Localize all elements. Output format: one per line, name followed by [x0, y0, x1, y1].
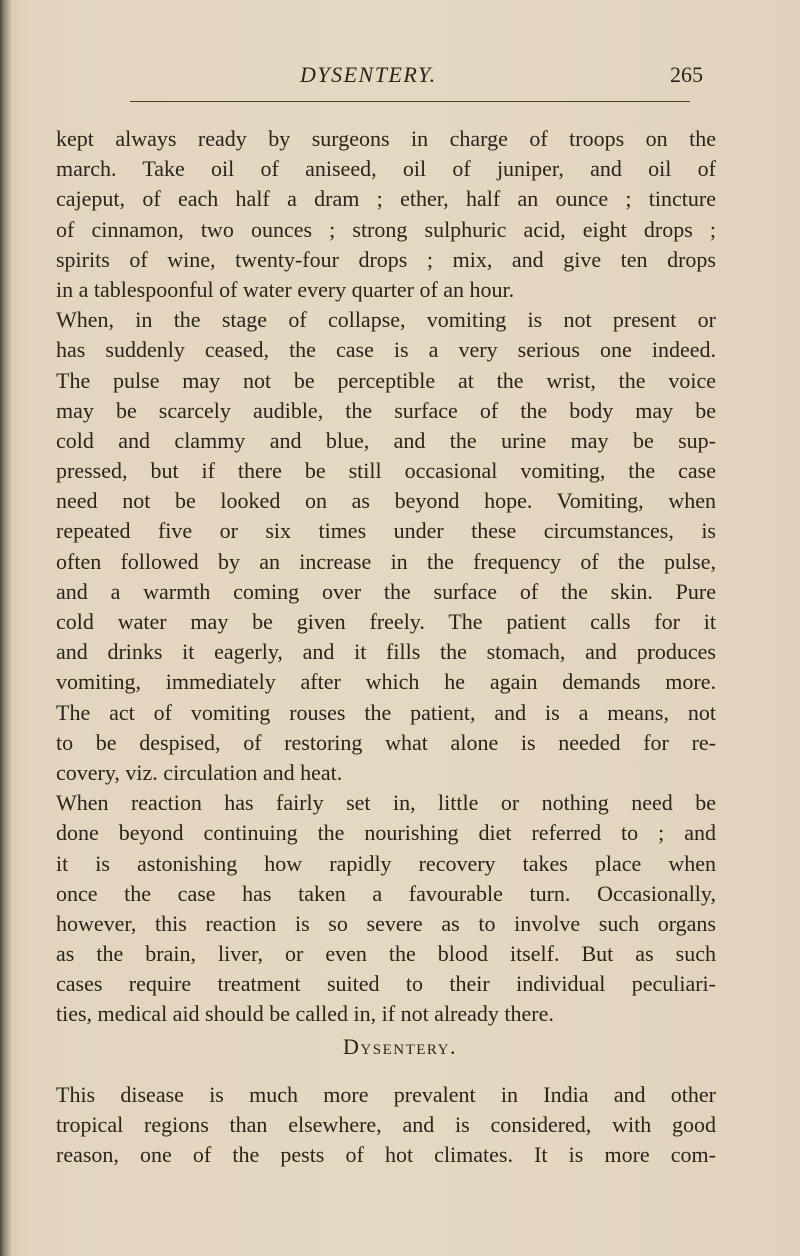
running-head [0, 62, 800, 96]
text-line: in a tablespoonful of water every quarter of an hour. [56, 276, 515, 302]
text-line: of cinnamon, two ounces ; strong sulphuric acid, eight drops ; [56, 216, 716, 242]
text-line: This disease is much more prevalent in India and other [56, 1082, 716, 1107]
text-line: tropical regions than elsewhere, and is considered, with good [56, 1112, 716, 1138]
text-line: and drinks it eagerly, and it fills the stomach, and produces [56, 639, 716, 665]
page-number: 265 [670, 62, 703, 87]
text-line: and a warmth coming over the surface of the skin. Pure [56, 578, 716, 604]
text-line: kept always ready by surgeons in charge of troops on the [56, 126, 716, 151]
text-line: vomiting, immediately after which he again demands more. [56, 669, 716, 695]
running-title: DYSENTERY. [300, 62, 437, 87]
text-line: once the case has taken a favourable turn. Occasionally, [56, 880, 716, 906]
text-line: it is astonishing how rapidly recovery takes place when [56, 850, 716, 876]
text-line: reason, one of the pests of hot climates. It is more com- [56, 1142, 716, 1168]
text-line: When reaction has fairly set in, little or nothing need be [56, 790, 716, 816]
text-line: often followed by an increase in the frequency of the pulse, [56, 548, 716, 574]
text-line: done beyond continuing the nourishing diet referred to ; and [56, 820, 716, 846]
text-line: repeated five or six times under these circumstances, is [56, 518, 716, 544]
text-line: cold water may be given freely. The patient calls for it [56, 609, 716, 634]
page-binding-edge [0, 0, 12, 1256]
text-line: as the brain, liver, or even the blood itself. But as such [56, 941, 716, 967]
text-line: to be despised, of restoring what alone is needed for re- [56, 729, 716, 755]
text-line: has suddenly ceased, the case is a very serious one indeed. [56, 337, 716, 363]
text-line: may be scarcely audible, the surface of the body may be [56, 397, 716, 423]
section-paragraph [56, 1080, 716, 1171]
section-heading: Dysentery. [343, 1034, 457, 1059]
text-line: march. Take oil of aniseed, oil of juniper, and oil of [56, 156, 716, 182]
text-line: cold and clammy and blue, and the urine may be sup- [56, 427, 716, 453]
body-paragraphs [56, 124, 716, 1030]
text-line: The pulse may not be perceptible at the wrist, the voice [56, 367, 716, 393]
text-line: however, this reaction is so severe as to involve such organs [56, 910, 716, 936]
text-line: pressed, but if there be still occasional vomiting, the case [56, 458, 716, 484]
text-line: cases require treatment suited to their individual peculiari- [56, 971, 716, 997]
text-line: need not be looked on as beyond hope. Vomiting, when [56, 488, 716, 514]
text-line: When, in the stage of collapse, vomiting is not present or [56, 307, 716, 333]
text-line: covery, viz. circulation and heat. [56, 759, 343, 785]
text-line: cajeput, of each half a dram ; ether, half an ounce ; tincture [56, 186, 716, 212]
text-line: The act of vomiting rouses the patient, and is a means, not [56, 699, 716, 725]
header-rule [130, 101, 690, 102]
text-line: spirits of wine, twenty-four drops ; mix, and give ten drops [56, 246, 716, 272]
text-line: ties, medical aid should be called in, if not already there. [56, 1001, 554, 1027]
